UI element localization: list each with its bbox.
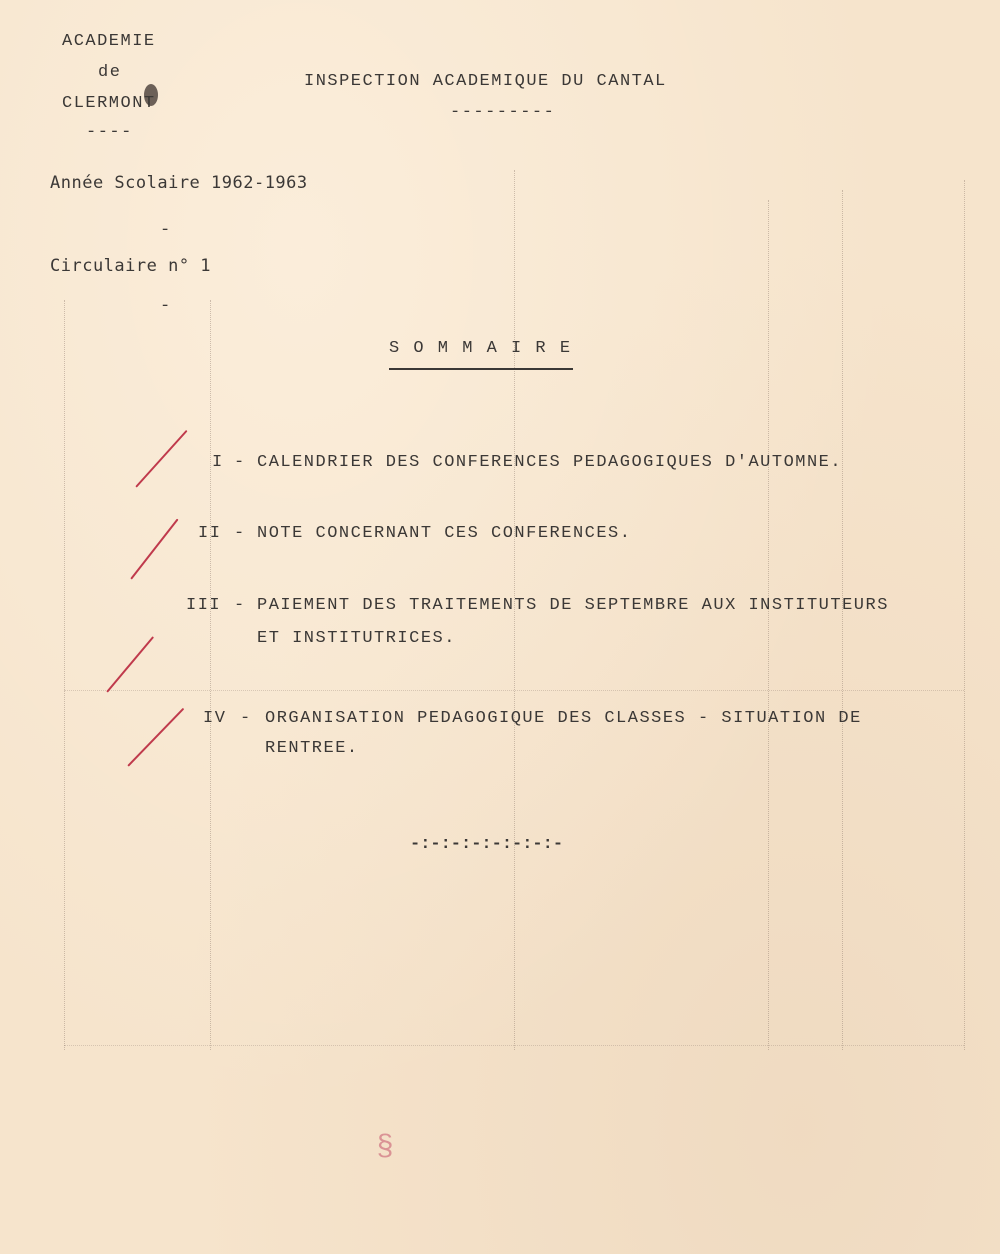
circular-number: Circulaire n° 1 [50, 256, 212, 276]
school-year: Année Scolaire 1962-1963 [50, 173, 308, 193]
inspection-title-underline: --------- [450, 103, 556, 122]
item-iii-number: III [186, 596, 222, 615]
short-dash: - [160, 297, 172, 316]
summary-heading-underline [389, 368, 573, 370]
inspection-title: INSPECTION ACADEMIQUE DU CANTAL [304, 72, 667, 91]
summary-heading: S O M M A I R E [389, 339, 573, 358]
showthrough-line [64, 690, 964, 691]
red-check-mark [135, 430, 187, 488]
item-iv-text-line1: ORGANISATION PEDAGOGIQUE DES CLASSES - SITUATION DE [265, 709, 862, 728]
showthrough-line [64, 300, 65, 1050]
item-i-text: CALENDRIER DES CONFERENCES PEDAGOGIQUES D'AUTOMNE. [257, 453, 843, 472]
item-dash: - [234, 596, 246, 615]
item-dash: - [234, 524, 246, 543]
showthrough-line [964, 180, 965, 1050]
red-check-mark [130, 518, 178, 579]
showthrough-line [64, 1045, 964, 1046]
clermont-label: CLERMONT [62, 94, 156, 113]
item-dash: - [240, 709, 252, 728]
academie-label: ACADEMIE [62, 32, 156, 51]
showthrough-line [210, 300, 211, 1050]
de-label: de [98, 63, 122, 82]
item-i-number: I [212, 453, 224, 472]
red-check-mark [106, 636, 154, 692]
item-iv-number: IV [203, 709, 227, 728]
item-ii-text: NOTE CONCERNANT CES CONFERENCES. [257, 524, 632, 543]
showthrough-line [842, 190, 843, 1050]
showthrough-line [768, 200, 769, 1050]
item-ii-number: II [198, 524, 222, 543]
red-check-mark [127, 708, 184, 767]
left-header-underline: ---- [86, 123, 133, 142]
item-dash: - [234, 453, 246, 472]
footer-ornament: -:-:-:-:-:-:-:- [410, 835, 564, 854]
item-iii-text-line2: ET INSTITUTRICES. [257, 629, 456, 648]
item-iii-text-line1: PAIEMENT DES TRAITEMENTS DE SEPTEMBRE AUX INSTITUTEURS [257, 596, 889, 615]
item-iv-text-line2: RENTREE. [265, 739, 359, 758]
short-dash: - [160, 221, 172, 240]
red-stamp-mark: § [376, 1131, 395, 1165]
